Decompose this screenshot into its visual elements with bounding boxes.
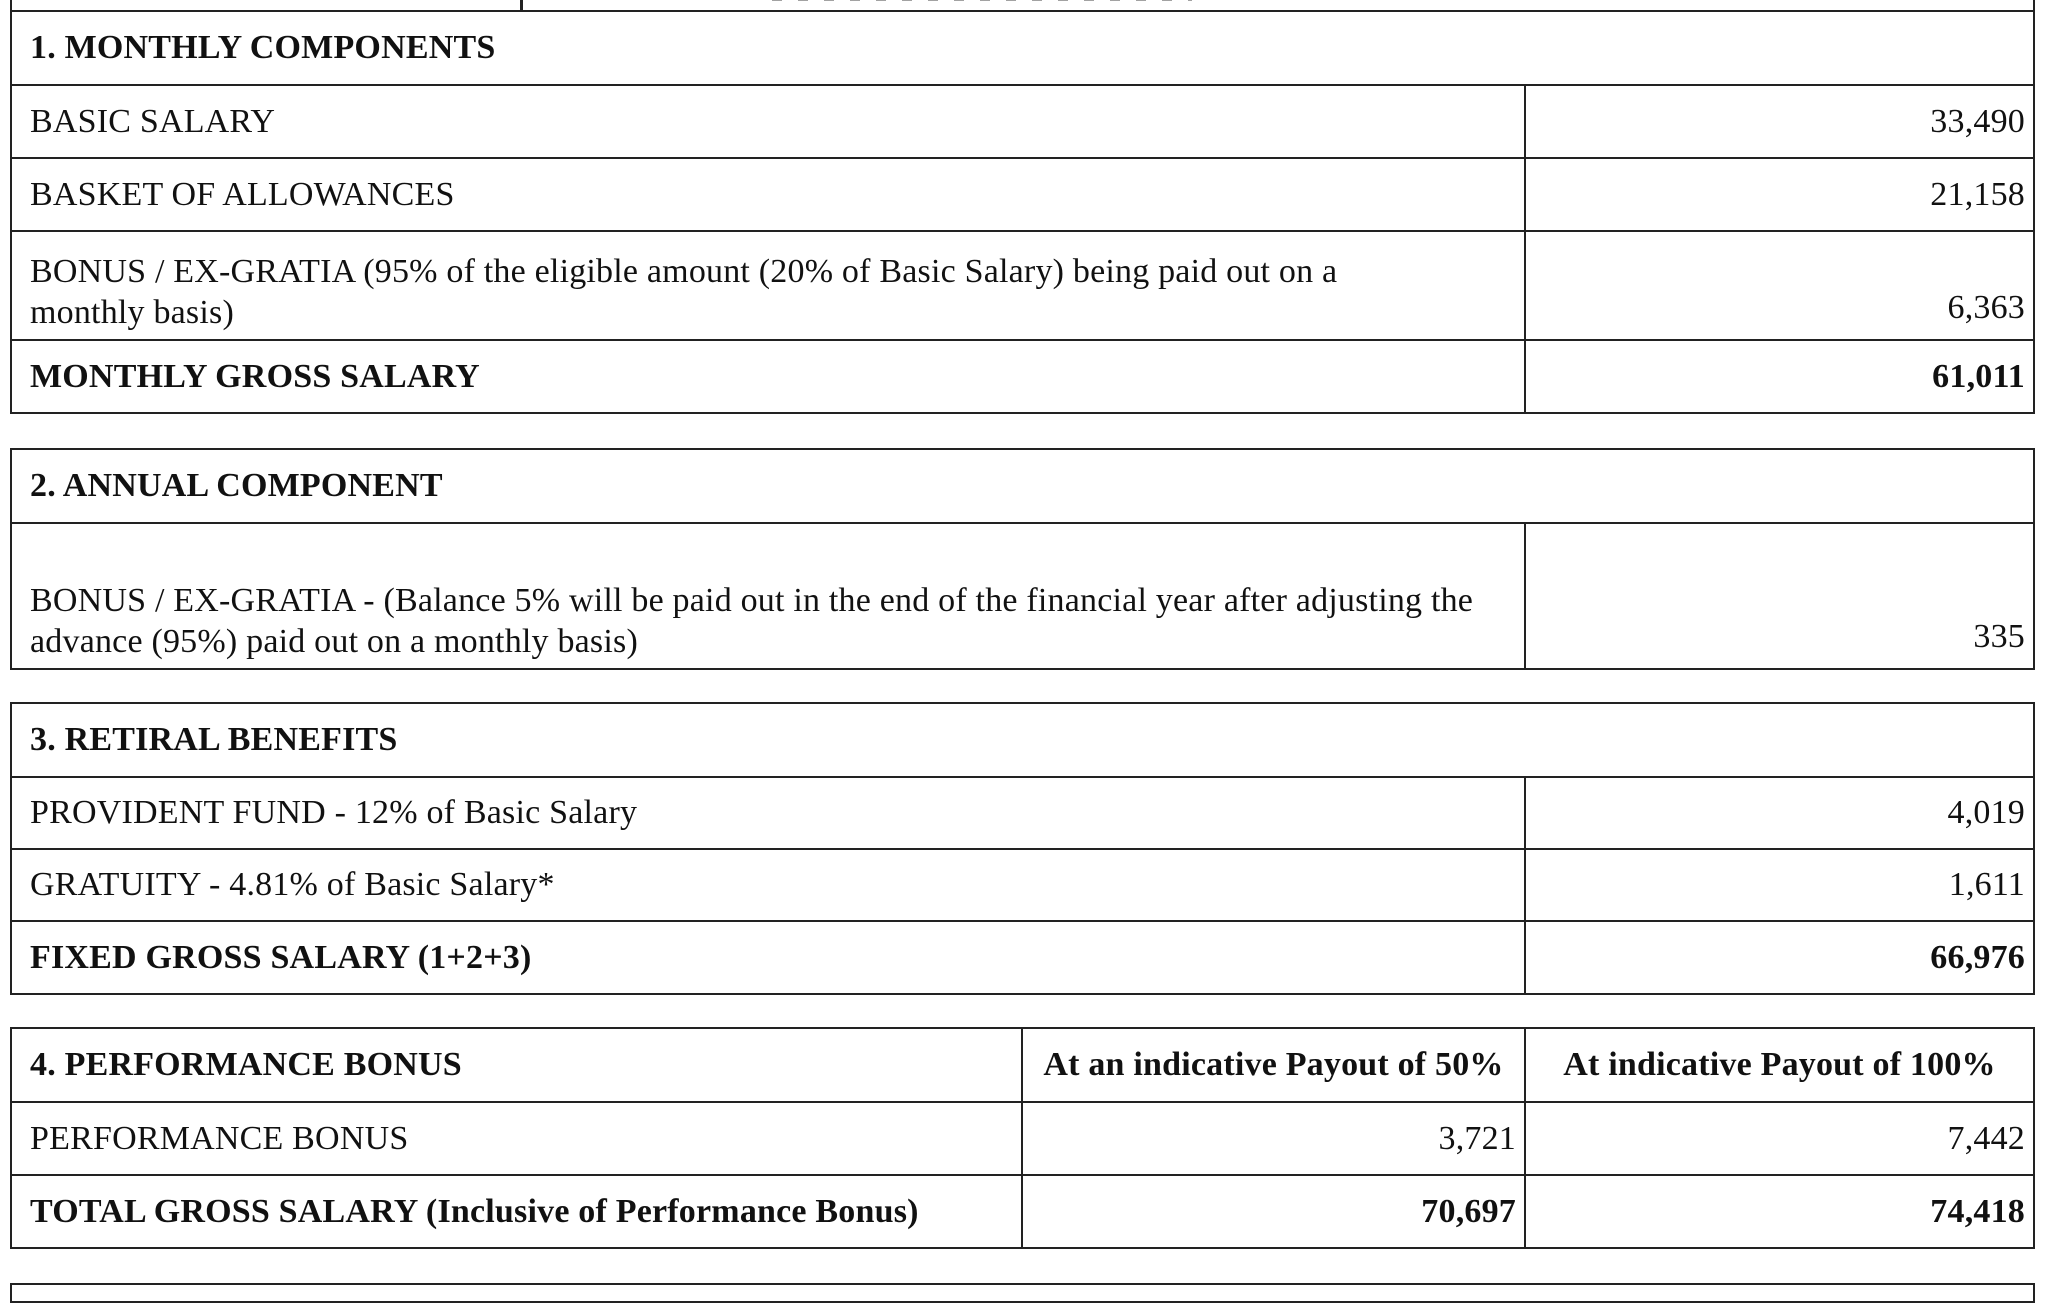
annual-component-table bbox=[10, 448, 2035, 670]
total-gross-salary-50-value: 70,697 bbox=[1022, 1175, 1525, 1248]
fixed-gross-salary-label: FIXED GROSS SALARY (1+2+3) bbox=[11, 921, 1525, 994]
basic-salary-label: BASIC SALARY bbox=[11, 85, 1525, 158]
table-row bbox=[11, 777, 2034, 849]
total-gross-salary-label: TOTAL GROSS SALARY (Inclusive of Performance Bonus) bbox=[11, 1175, 1022, 1248]
monthly-gross-salary-value: 61,011 bbox=[1525, 340, 2034, 413]
table-row bbox=[11, 85, 2034, 158]
payout-100-column-header: At indicative Payout of 100% bbox=[1525, 1028, 2034, 1102]
cropped-text-remnant bbox=[772, 0, 1192, 1]
total-gross-salary-100-value: 74,418 bbox=[1525, 1175, 2034, 1248]
table-row bbox=[11, 1175, 2034, 1248]
provident-fund-value: 4,019 bbox=[1525, 777, 2034, 849]
monthly-components-heading: 1. MONTHLY COMPONENTS bbox=[11, 11, 2034, 85]
gratuity-value: 1,611 bbox=[1525, 849, 2034, 921]
annual-component-heading: 2. ANNUAL COMPONENT bbox=[11, 449, 2034, 523]
performance-bonus-table bbox=[10, 1027, 2035, 1249]
table-row bbox=[11, 340, 2034, 413]
table-row bbox=[11, 523, 2034, 669]
performance-bonus-100-value: 7,442 bbox=[1525, 1102, 2034, 1175]
payout-50-column-header: At an indicative Payout of 50% bbox=[1022, 1028, 1525, 1102]
gratuity-label: GRATUITY - 4.81% of Basic Salary* bbox=[11, 849, 1525, 921]
basket-of-allowances-label: BASKET OF ALLOWANCES bbox=[11, 158, 1525, 231]
table-row bbox=[11, 1102, 2034, 1175]
table-row bbox=[11, 921, 2034, 994]
annual-bonus-value: 335 bbox=[1525, 523, 2034, 669]
fixed-gross-salary-value: 66,976 bbox=[1525, 921, 2034, 994]
basic-salary-value: 33,490 bbox=[1525, 85, 2034, 158]
monthly-bonus-value: 6,363 bbox=[1525, 231, 2034, 340]
basket-of-allowances-value: 21,158 bbox=[1525, 158, 2034, 231]
monthly-components-table bbox=[10, 10, 2035, 414]
annual-bonus-label: BONUS / EX-GRATIA - (Balance 5% will be paid out in the end of the financial year after adjusting the advance (95%) paid out on a monthly basis) bbox=[11, 523, 1525, 669]
monthly-bonus-label: BONUS / EX-GRATIA (95% of the eligible amount (20% of Basic Salary) being paid out on a monthly basis) bbox=[11, 231, 1525, 340]
retiral-benefits-heading: 3. RETIRAL BENEFITS bbox=[11, 703, 2034, 777]
provident-fund-label: PROVIDENT FUND - 12% of Basic Salary bbox=[11, 777, 1525, 849]
performance-bonus-50-value: 3,721 bbox=[1022, 1102, 1525, 1175]
performance-bonus-label: PERFORMANCE BONUS bbox=[11, 1102, 1022, 1175]
retiral-benefits-table bbox=[10, 702, 2035, 995]
performance-bonus-heading: 4. PERFORMANCE BONUS bbox=[11, 1028, 1022, 1102]
monthly-gross-salary-label: MONTHLY GROSS SALARY bbox=[11, 340, 1525, 413]
table-row bbox=[11, 231, 2034, 340]
table-row bbox=[11, 849, 2034, 921]
next-table-remnant bbox=[10, 1283, 2035, 1303]
table-row bbox=[11, 158, 2034, 231]
